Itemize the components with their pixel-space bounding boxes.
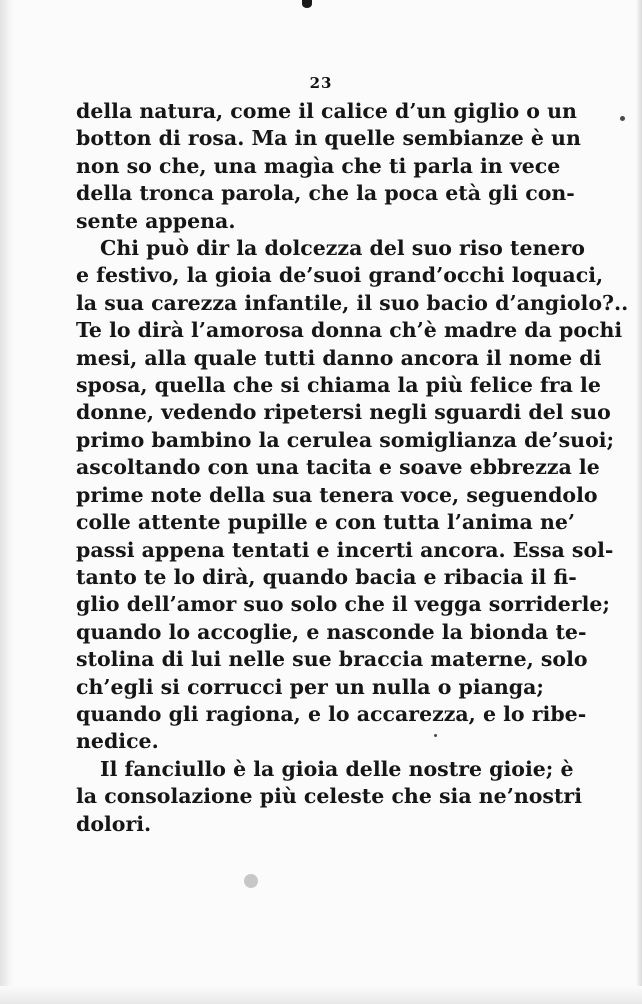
page-number: 23: [309, 74, 333, 92]
text-line: quando lo accoglie, e nasconde la bionda te-: [76, 619, 587, 644]
text-line: della tronca parola, che la poca età gli con-: [76, 181, 575, 206]
ink-spot: [244, 874, 258, 888]
text-line: colle attente pupille e con tutta l’anima ne’: [76, 510, 576, 535]
text-line: sente appena.: [76, 208, 236, 233]
text-line: donne, vedendo ripetersi negli sguardi del suo: [76, 400, 611, 425]
text-line: e festivo, la gioia de’suoi grand’occhi loquaci,: [76, 263, 604, 288]
ink-spot: [620, 116, 625, 121]
text-line: Il fanciullo è la gioia delle nostre gioie; è: [100, 756, 574, 781]
body-text: [76, 98, 629, 838]
text-line: passi appena tentati e incerti ancora. Essa sol-: [76, 537, 614, 562]
text-line: ch’egli si corrucci per un nulla o pianga;: [76, 674, 544, 699]
text-line: prime note della sua tenera voce, seguendolo: [76, 482, 598, 507]
text-line: ascoltando con una tacita e soave ebbrezza le: [76, 455, 600, 480]
text-line: Te lo dirà l’amorosa donna ch’è madre da pochi: [76, 318, 623, 343]
page-left-edge: [0, 0, 14, 1004]
text-line: botton di rosa. Ma in quelle sembianze è un: [76, 126, 581, 151]
text-line: mesi, alla quale tutti danno ancora il nome di: [76, 345, 602, 370]
text-line: della natura, come il calice d’un giglio o un: [76, 99, 577, 123]
text-line: sposa, quella che si chiama la più felice fra le: [76, 373, 601, 398]
text-line: quando gli ragiona, e lo accarezza, e lo ribe-: [76, 701, 587, 726]
text-line: non so che, una magìa che ti parla in vece: [76, 153, 561, 178]
page-right-edge: [636, 0, 642, 1004]
text-line: dolori.: [76, 811, 152, 836]
paragraph: [76, 235, 629, 756]
text-line: nedice.: [76, 729, 159, 754]
text-line: tanto te lo dirà, quando bacia e ribacia il fi-: [76, 564, 577, 589]
page-bottom-edge: [0, 986, 642, 1004]
text-line: primo bambino la cerulea somiglianza de’suoi;: [76, 427, 615, 452]
text-line: stolina di lui nelle sue braccia materne, solo: [76, 647, 588, 672]
top-ink-mark: [302, 0, 312, 8]
paragraph: [76, 98, 581, 235]
text-line: la consolazione più celeste che sia ne’nostri: [76, 784, 583, 809]
paragraph: [76, 756, 583, 838]
text-line: Chi può dir la dolcezza del suo riso tenero: [100, 236, 585, 261]
text-line: la sua carezza infantile, il suo bacio d’angiolo?..: [76, 290, 629, 315]
text-line: glio dell’amor suo solo che il vegga sorriderle;: [76, 592, 610, 617]
